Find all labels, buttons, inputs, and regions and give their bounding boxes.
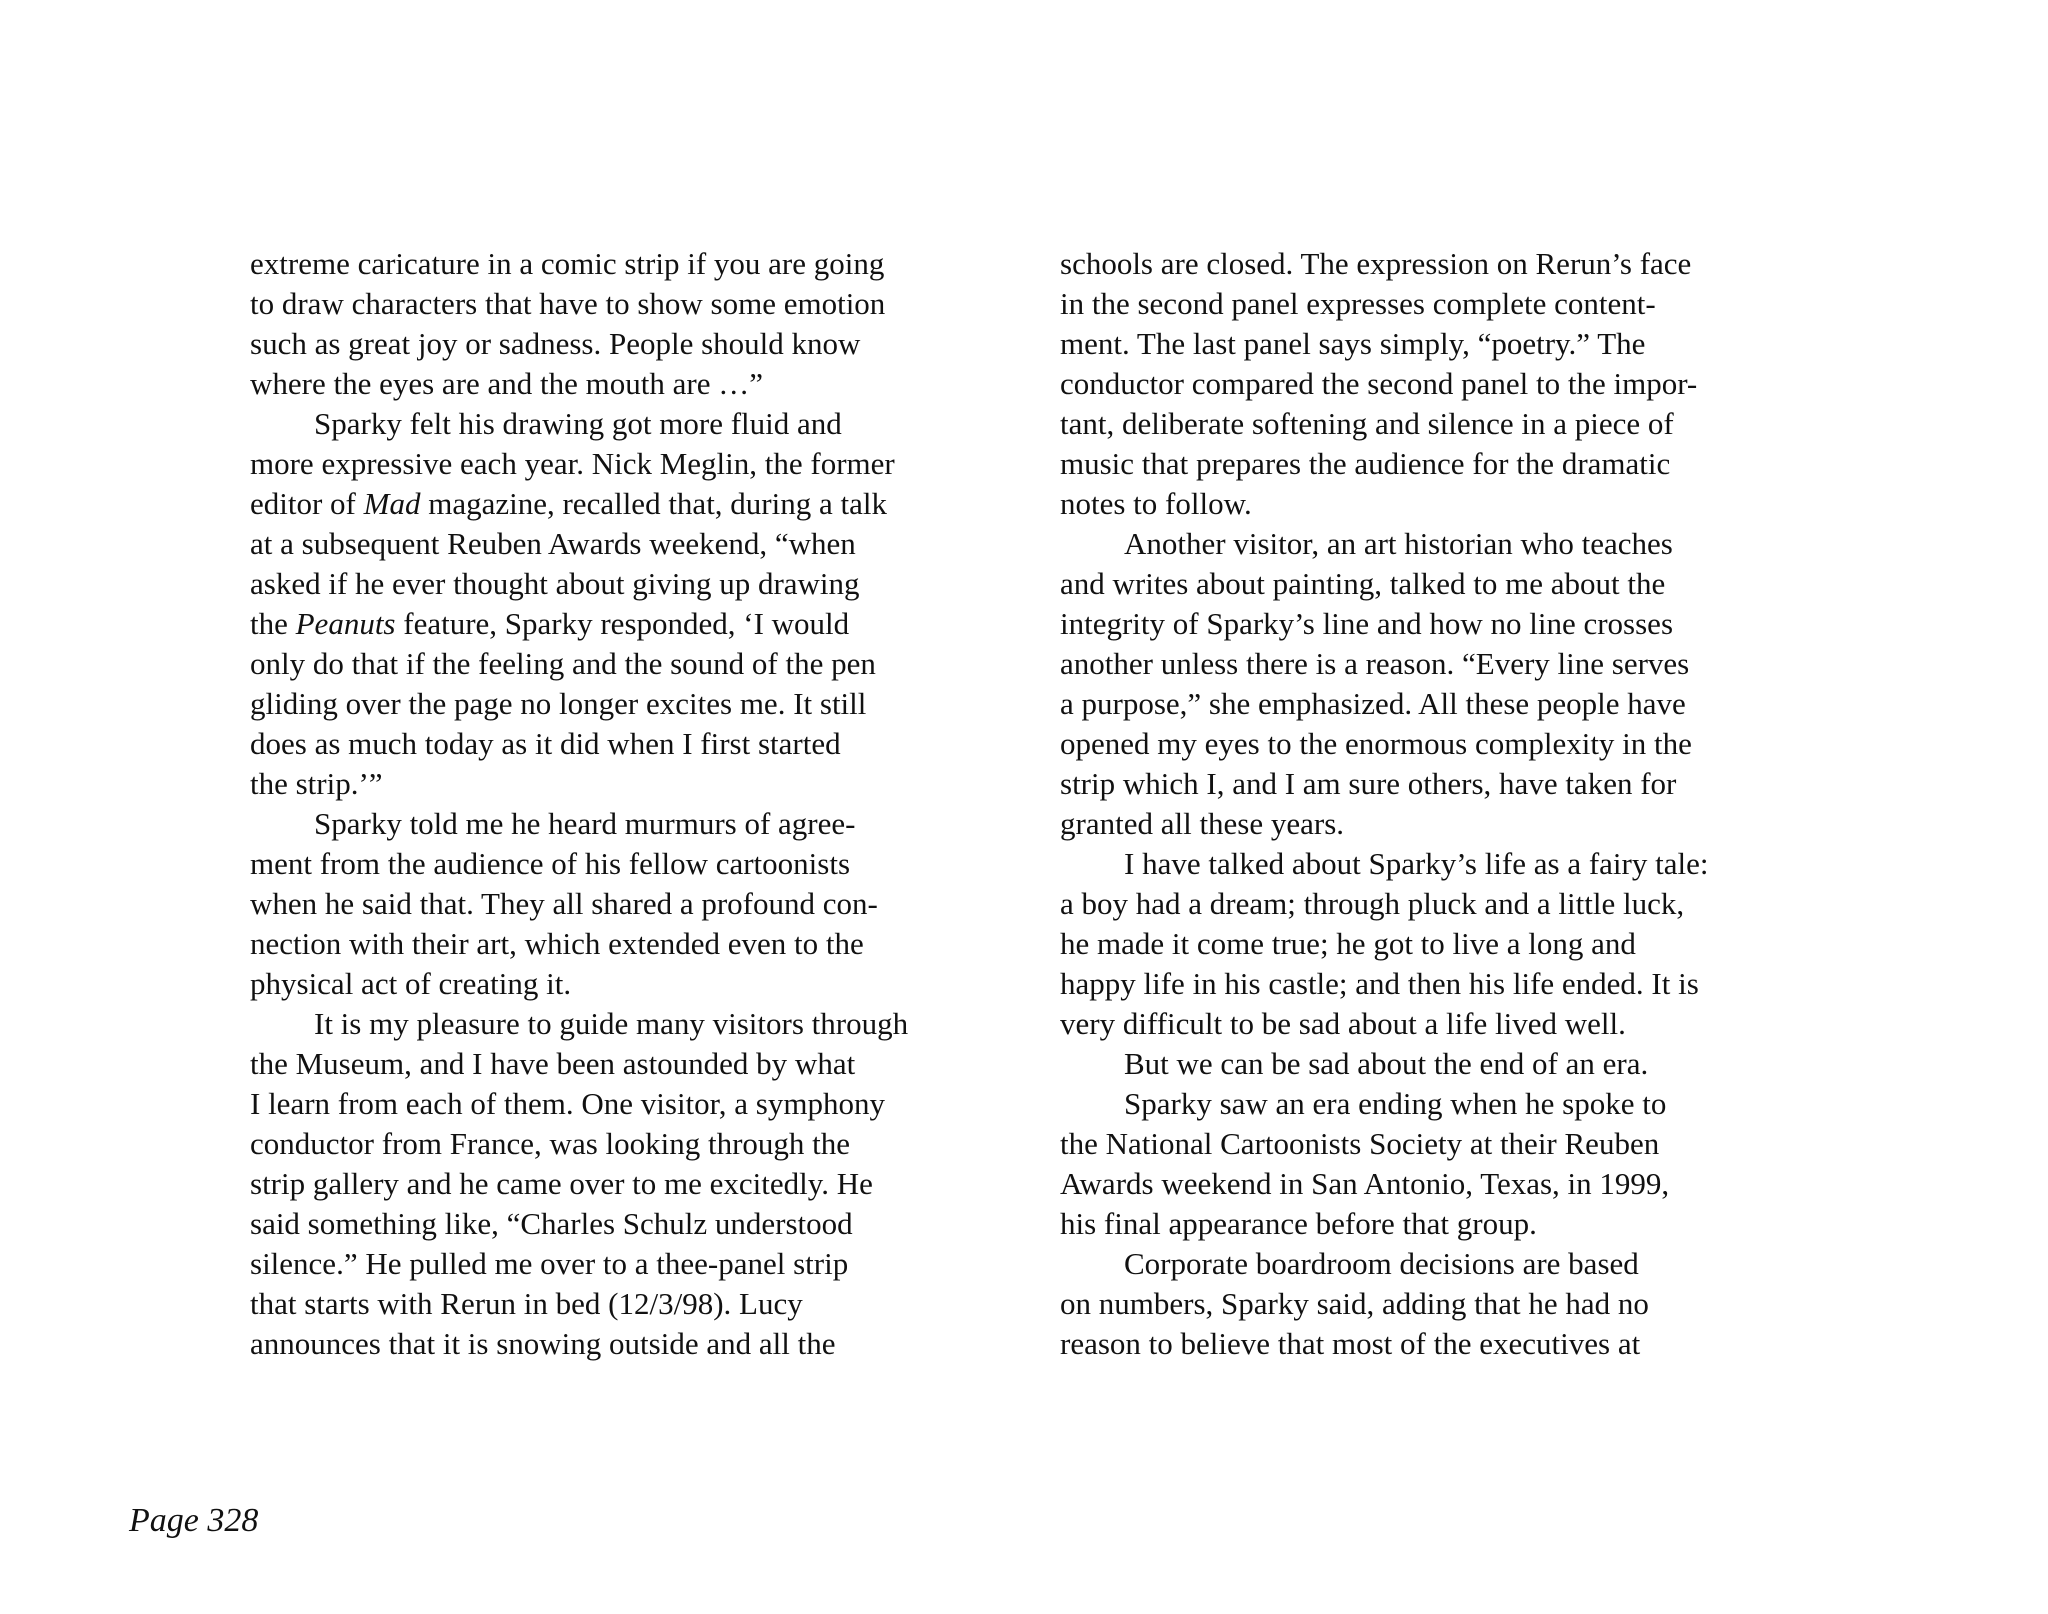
text-line: It is my pleasure to guide many visitors through	[314, 1006, 909, 1041]
text-line: when he said that. They all shared a profound con-	[250, 886, 878, 921]
text-line: music that prepares the audience for the dramatic	[1060, 446, 1671, 481]
text-line	[250, 484, 1040, 524]
text-line: granted all these years.	[1060, 806, 1345, 841]
right-text-column	[1060, 244, 1850, 1364]
strip-title: Peanuts	[295, 606, 396, 641]
text-line: integrity of Sparky’s line and how no line crosses	[1060, 606, 1674, 641]
text-line	[250, 604, 1040, 644]
text-line: and writes about painting, talked to me about the	[1060, 566, 1666, 601]
page-number: Page 328	[129, 1502, 259, 1539]
text-run: editor of	[250, 486, 364, 521]
text-line: that starts with Rerun in bed (12/3/98). Lucy	[250, 1286, 803, 1321]
text-line: he made it come true; he got to live a long and	[1060, 926, 1636, 961]
text-run: feature, Sparky responded, ‘I would	[395, 606, 850, 641]
text-line: does as much today as it did when I first started	[250, 726, 841, 761]
text-line: on numbers, Sparky said, adding that he had no	[1060, 1286, 1649, 1321]
text-line: only do that if the feeling and the sound of the pen	[250, 646, 876, 681]
text-line: extreme caricature in a comic strip if you are going	[250, 246, 885, 281]
text-line: But we can be sad about the end of an era.	[1124, 1046, 1649, 1081]
text-run: magazine, recalled that, during a talk	[420, 486, 887, 521]
text-line: strip which I, and I am sure others, have taken for	[1060, 766, 1677, 801]
text-line: happy life in his castle; and then his life ended. It is	[1060, 966, 1699, 1001]
text-line: ment from the audience of his fellow cartoonists	[250, 846, 851, 881]
text-line: opened my eyes to the enormous complexity in the	[1060, 726, 1692, 761]
text-line: conductor from France, was looking through the	[250, 1126, 851, 1161]
text-line: more expressive each year. Nick Meglin, the former	[250, 446, 895, 481]
magazine-title: Mad	[363, 486, 421, 521]
text-line: schools are closed. The expression on Rerun’s face	[1060, 246, 1692, 281]
text-line: I have talked about Sparky’s life as a fairy tale:	[1124, 846, 1709, 881]
text-run: the	[250, 606, 296, 641]
text-line: silence.” He pulled me over to a thee-panel strip	[250, 1246, 849, 1281]
text-line: Awards weekend in San Antonio, Texas, in 1999,	[1060, 1166, 1670, 1201]
text-line: a purpose,” she emphasized. All these people have	[1060, 686, 1686, 721]
text-line: another unless there is a reason. “Every line serves	[1060, 646, 1690, 681]
left-text-column	[250, 244, 1040, 1364]
text-line: Another visitor, an art historian who teaches	[1124, 526, 1673, 561]
text-line: his final appearance before that group.	[1060, 1206, 1537, 1241]
text-line: the strip.’”	[250, 766, 383, 801]
text-line: in the second panel expresses complete content-	[1060, 286, 1656, 321]
text-line: a boy had a dream; through pluck and a little luck,	[1060, 886, 1685, 921]
text-line: reason to believe that most of the executives at	[1060, 1326, 1641, 1361]
text-line: Corporate boardroom decisions are based	[1124, 1246, 1639, 1281]
text-line: Sparky told me he heard murmurs of agree-	[314, 806, 856, 841]
text-line: announces that it is snowing outside and all the	[250, 1326, 836, 1361]
text-line: gliding over the page no longer excites me. It still	[250, 686, 867, 721]
text-line: I learn from each of them. One visitor, a symphony	[250, 1086, 885, 1121]
text-line: the National Cartoonists Society at their Reuben	[1060, 1126, 1660, 1161]
text-line: tant, deliberate softening and silence in a piece of	[1060, 406, 1674, 441]
text-line: nection with their art, which extended even to the	[250, 926, 864, 961]
text-line: Sparky saw an era ending when he spoke to	[1124, 1086, 1667, 1121]
text-line: very difficult to be sad about a life lived well.	[1060, 1006, 1626, 1041]
text-line: to draw characters that have to show some emotion	[250, 286, 886, 321]
text-line: such as great joy or sadness. People should know	[250, 326, 861, 361]
text-line: strip gallery and he came over to me excitedly. He	[250, 1166, 873, 1201]
text-line: where the eyes are and the mouth are …”	[250, 366, 763, 401]
text-line: the Museum, and I have been astounded by what	[250, 1046, 856, 1081]
text-line: physical act of creating it.	[250, 966, 572, 1001]
text-line: conductor compared the second panel to the impor-	[1060, 366, 1698, 401]
text-line: Sparky felt his drawing got more fluid and	[314, 406, 842, 441]
text-line: said something like, “Charles Schulz understood	[250, 1206, 853, 1241]
text-line: notes to follow.	[1060, 486, 1252, 521]
text-line: at a subsequent Reuben Awards weekend, “when	[250, 526, 856, 561]
text-line: asked if he ever thought about giving up drawing	[250, 566, 860, 601]
text-line: ment. The last panel says simply, “poetry.” The	[1060, 326, 1646, 361]
